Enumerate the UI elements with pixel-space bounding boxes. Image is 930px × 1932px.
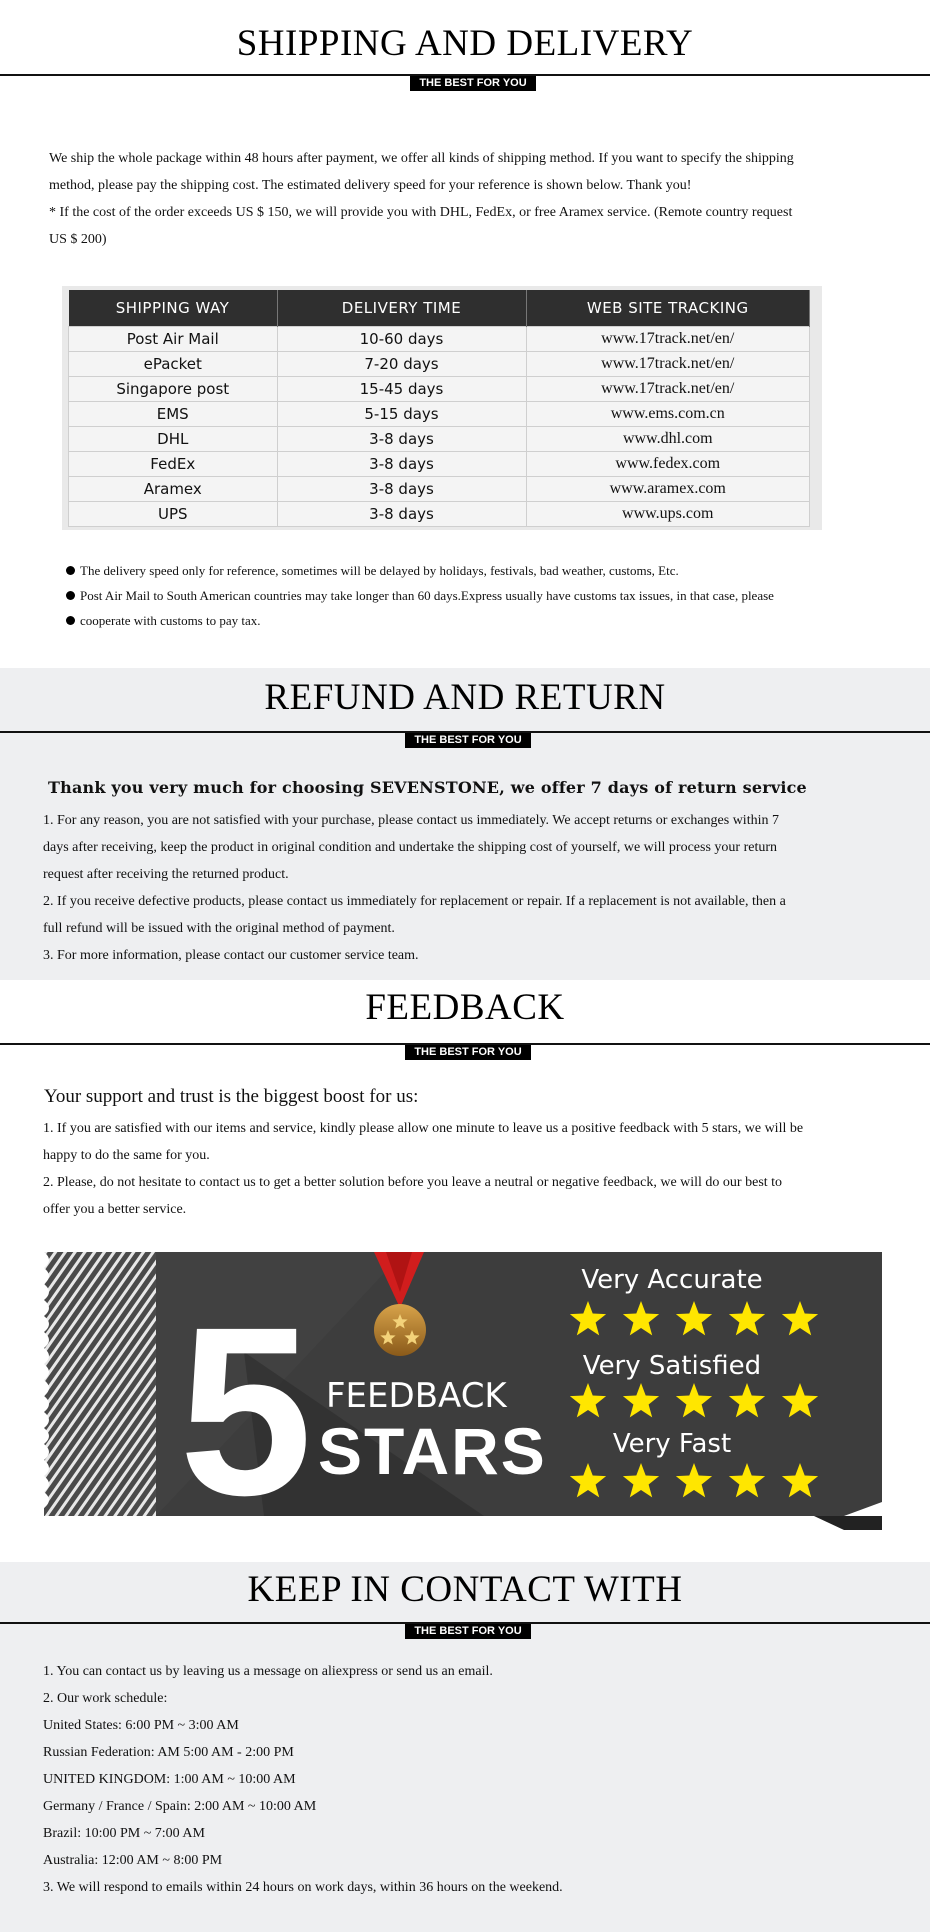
- cell-time: 3-8 days: [277, 427, 526, 452]
- cell-tracking-link[interactable]: www.dhl.com: [526, 427, 810, 452]
- shipping-table: [68, 290, 810, 527]
- contact-line: Australia: 12:00 AM ~ 8:00 PM: [43, 1853, 223, 1868]
- medal-icon: [374, 1304, 426, 1356]
- feedback-tag: THE BEST FOR YOU: [405, 1045, 531, 1060]
- cell-time: 3-8 days: [277, 477, 526, 502]
- note-item: Post Air Mail to South American countries may take longer than 60 days.Express usually have customs tax issues, in that case, please: [66, 583, 774, 608]
- refund-tag: THE BEST FOR YOU: [405, 733, 531, 748]
- feedback-body: [43, 1115, 913, 1223]
- contact-line: 2. Our work schedule:: [43, 1691, 168, 1706]
- table-header-row: [69, 290, 810, 327]
- refund-heading: Thank you very much for choosing SEVENSTONE, we offer 7 days of return service: [48, 778, 807, 797]
- table-row: [69, 427, 810, 452]
- header-delivery-time: DELIVERY TIME: [277, 290, 526, 327]
- refund-line: 2. If you receive defective products, please contact us immediately for replacement or repair. If a replacement is not available, then a: [43, 894, 786, 909]
- contact-line: 3. We will respond to emails within 24 hours on work days, within 36 hours on the weekend.: [43, 1880, 563, 1895]
- rating-label: Very Accurate: [581, 1265, 763, 1295]
- feedback-line: offer you a better service.: [43, 1202, 187, 1217]
- rating-label: Very Fast: [612, 1429, 732, 1459]
- refund-line: 3. For more information, please contact our customer service team.: [43, 948, 419, 963]
- refund-line: days after receiving, keep the product in original condition and undertake the shipping cost of yourself, we will process your return: [43, 840, 778, 855]
- note-item: cooperate with customs to pay tax.: [66, 608, 774, 633]
- cell-way: FedEx: [69, 452, 278, 477]
- refund-line: full refund will be issued with the original method of payment.: [43, 921, 395, 936]
- banner-word-stars: STARS: [318, 1414, 547, 1488]
- banner-stripes: [44, 1252, 156, 1516]
- cell-tracking-link[interactable]: www.17track.net/en/: [526, 352, 810, 377]
- shipping-notes: [66, 558, 774, 633]
- feedback-line: 2. Please, do not hesitate to contact us to get a better solution before you leave a neutral or negative feedback, we will do our best to: [43, 1175, 783, 1190]
- contact-line: Brazil: 10:00 PM ~ 7:00 AM: [43, 1826, 205, 1841]
- contact-line: 1. You can contact us by leaving us a message on aliexpress or send us an email.: [43, 1664, 493, 1679]
- shipping-title: SHIPPING AND DELIVERY: [236, 23, 694, 64]
- intro-line: method, please pay the shipping cost. The estimated delivery speed for your reference is shown below. Thank you!: [49, 178, 692, 193]
- cell-time: 7-20 days: [277, 352, 526, 377]
- contact-tag: THE BEST FOR YOU: [405, 1624, 531, 1639]
- cell-way: Aramex: [69, 477, 278, 502]
- header-shipping-way: SHIPPING WAY: [69, 290, 278, 327]
- cell-time: 5-15 days: [277, 402, 526, 427]
- cell-time: 3-8 days: [277, 452, 526, 477]
- contact-body: [43, 1658, 903, 1901]
- cell-tracking-link[interactable]: www.ems.com.cn: [526, 402, 810, 427]
- contact-section: [0, 1562, 930, 1932]
- feedback-line: happy to do the same for you.: [43, 1148, 210, 1163]
- cell-tracking-link[interactable]: www.aramex.com: [526, 477, 810, 502]
- refund-body: [43, 807, 903, 969]
- shipping-tag: THE BEST FOR YOU: [410, 76, 536, 91]
- table-row: [69, 402, 810, 427]
- refund-line: 1. For any reason, you are not satisfied with your purchase, please contact us immediately. We accept returns or exchanges within 7: [43, 813, 779, 828]
- feedback-title: FEEDBACK: [365, 987, 565, 1028]
- refund-line: request after receiving the returned product.: [43, 867, 289, 882]
- cell-way: Singapore post: [69, 377, 278, 402]
- header-tracking: WEB SITE TRACKING: [526, 290, 810, 327]
- cell-tracking-link[interactable]: www.ups.com: [526, 502, 810, 527]
- shipping-intro: [49, 145, 889, 253]
- table-row: [69, 352, 810, 377]
- table-row: [69, 452, 810, 477]
- cell-time: 3-8 days: [277, 502, 526, 527]
- feedback-heading: Your support and trust is the biggest boost for us:: [44, 1086, 419, 1107]
- shipping-section: [0, 0, 930, 668]
- cell-way: DHL: [69, 427, 278, 452]
- rating-label: Very Satisfied: [582, 1351, 762, 1381]
- contact-line: United States: 6:00 PM ~ 3:00 AM: [43, 1718, 239, 1733]
- cell-tracking-link[interactable]: www.fedex.com: [526, 452, 810, 477]
- cell-time: 15-45 days: [277, 377, 526, 402]
- contact-line: UNITED KINGDOM: 1:00 AM ~ 10:00 AM: [43, 1772, 296, 1787]
- table-row: [69, 502, 810, 527]
- cell-way: EMS: [69, 402, 278, 427]
- feedback-stars-banner: [44, 1252, 882, 1530]
- cell-tracking-link[interactable]: www.17track.net/en/: [526, 327, 810, 352]
- contact-title: KEEP IN CONTACT WITH: [247, 1569, 683, 1610]
- intro-line: * If the cost of the order exceeds US $ 150, we will provide you with DHL, FedEx, or free Aramex service. (Remote country request: [49, 205, 793, 220]
- note-item: The delivery speed only for reference, sometimes will be delayed by holidays, festivals, bad weather, customs, Etc.: [66, 558, 774, 583]
- table-row: [69, 327, 810, 352]
- contact-line: Germany / France / Spain: 2:00 AM ~ 10:00 AM: [43, 1799, 317, 1814]
- bullet-icon: [66, 591, 75, 600]
- bullet-icon: [66, 566, 75, 575]
- table-row: [69, 477, 810, 502]
- cell-way: ePacket: [69, 352, 278, 377]
- cell-way: UPS: [69, 502, 278, 527]
- feedback-line: 1. If you are satisfied with our items and service, kindly please allow one minute to leave us a positive feedback with 5 stars, we will be: [43, 1121, 804, 1136]
- cell-tracking-link[interactable]: www.17track.net/en/: [526, 377, 810, 402]
- intro-line: We ship the whole package within 48 hours after payment, we offer all kinds of shipping method. If you want to specify the shipping: [49, 151, 794, 166]
- banner-big-number: 5: [179, 1277, 313, 1530]
- cell-time: 10-60 days: [277, 327, 526, 352]
- refund-title: REFUND AND RETURN: [264, 677, 666, 718]
- refund-section: [0, 668, 930, 980]
- bullet-icon: [66, 616, 75, 625]
- contact-line: Russian Federation: AM 5:00 AM - 2:00 PM: [43, 1745, 294, 1760]
- intro-line: US $ 200): [49, 232, 107, 247]
- table-row: [69, 377, 810, 402]
- banner-word-feedback: FEEDBACK: [326, 1376, 507, 1416]
- cell-way: Post Air Mail: [69, 327, 278, 352]
